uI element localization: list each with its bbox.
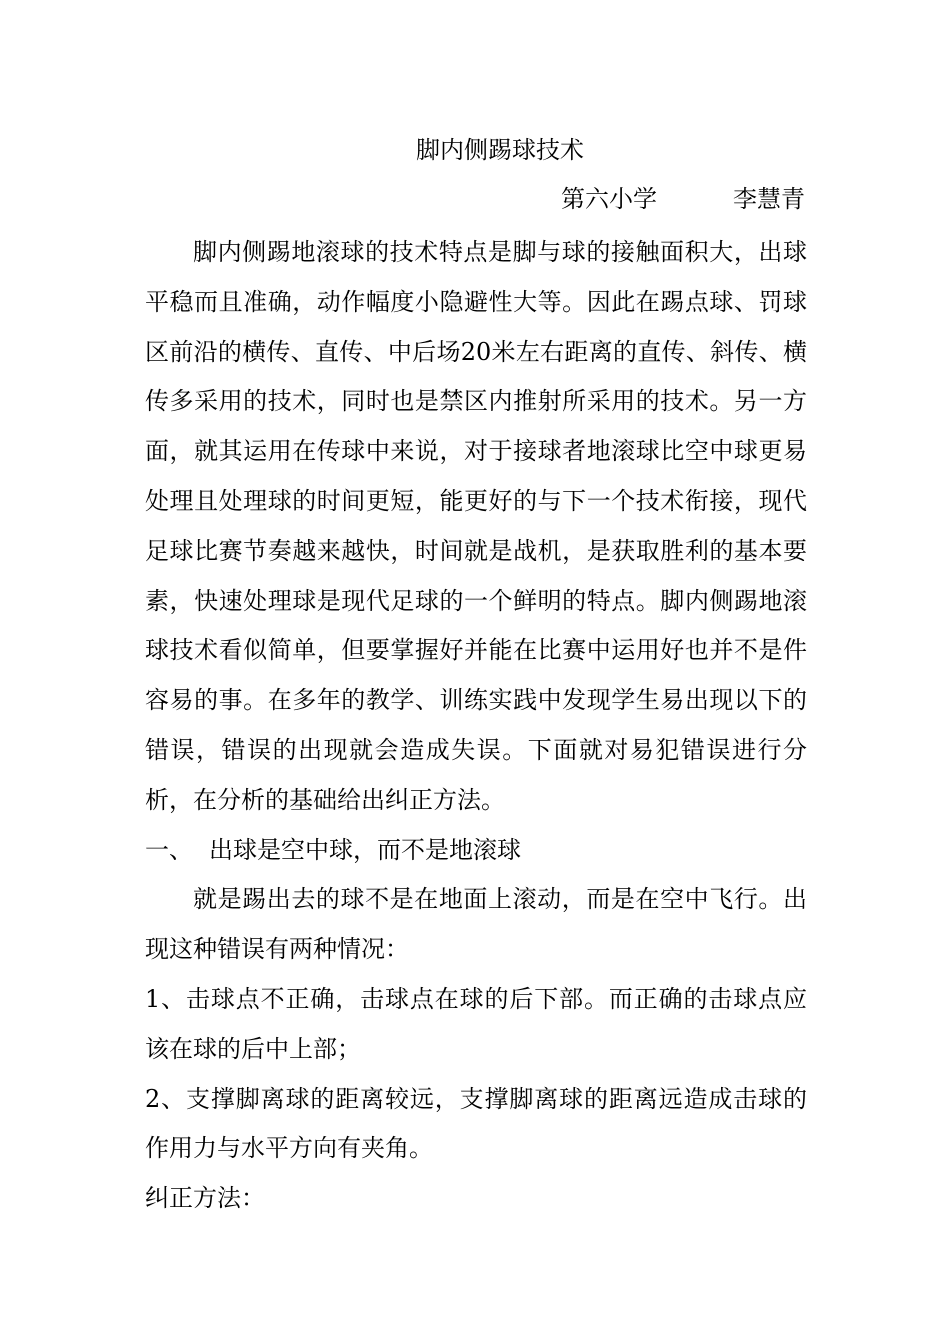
correction-label: 纠正方法： (145, 1184, 265, 1213)
author-school: 第六小学 (561, 185, 657, 213)
list-item-1: 1、击球点不正确，击球点在球的后下部。而正确的击球点应该在球的后中上部； (145, 984, 807, 1063)
document-title: 脚内侧踢球技术 (416, 136, 584, 164)
list-item-2: 2、支撑脚离球的距离较远，支撑脚离球的距离远造成击球的作用力与水平方向有夹角。 (145, 1084, 807, 1163)
section-title: 出球是空中球，而不是地滚球 (209, 835, 521, 864)
section-paragraph: 就是踢出去的球不是在地面上滚动，而是在空中飞行。出现这种错误有两种情况： (145, 885, 807, 964)
author-byline (561, 181, 805, 217)
document-body (145, 228, 807, 1224)
intro-paragraph: 脚内侧踢地滚球的技术特点是脚与球的接触面积大，出球平稳而且准确，动作幅度小隐避性大等。因此在踢点球、罚球区前沿的横传、直传、中后场20米左右距离的直传、斜传、横传多采用的技术，同时也是禁区内推射所采用的技术。另一方面，就其运用在传球中来说，对于接球者地滚球比空中球更易处理且处理球的时间更短，能更好的与下一个技术衔接，现代足球比赛节奏越来越快，时间就是战机，是获取胜利的基本要素，快速处理球是现代足球的一个鲜明的特点。脚内侧踢地滚球技术看似简单，但要掌握好并能在比赛中运用好也并不是件容易的事。在多年的教学、训练实践中发现学生易出现以下的错误，错误的出现就会造成失误。下面就对易犯错误进行分析，在分析的基础给出纠正方法。 (145, 238, 807, 814)
section-heading (145, 826, 807, 876)
section-number: 一、 (145, 835, 193, 864)
author-name: 李慧青 (733, 185, 805, 213)
